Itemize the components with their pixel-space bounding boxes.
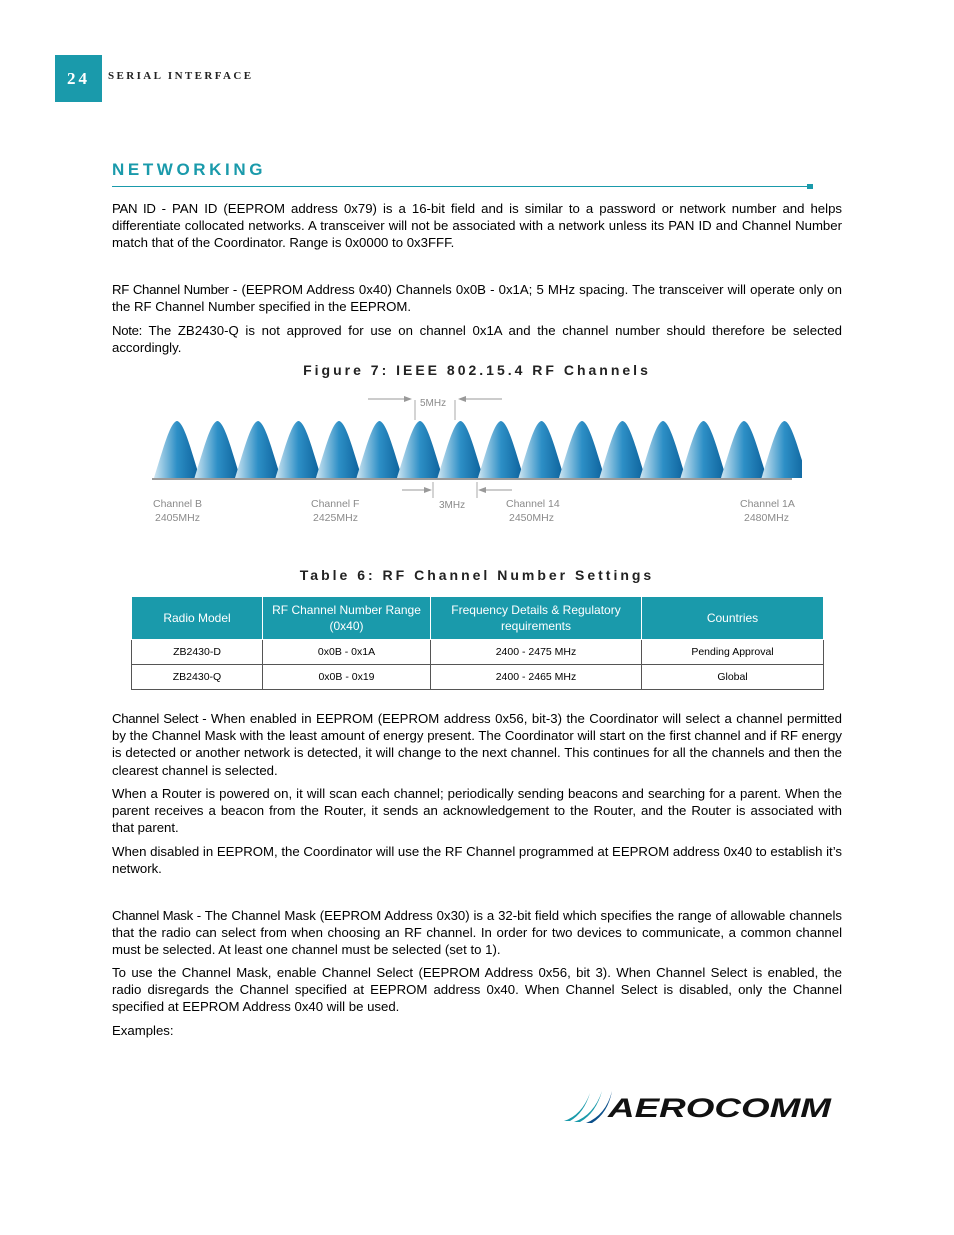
table-caption: Table 6: RF Channel Number Settings xyxy=(299,567,655,583)
pan-id-text: - PAN ID (EEPROM address 0x79) is a 16-bit field and is similar to a password or network number and helps differentiate collocated networks. A transceiver will not be associated with a network unless its PAN ID and Channel Number match that of the Coordinator. Range is 0x0000 to 0x3FFF. xyxy=(112,201,843,251)
aerocomm-logo xyxy=(560,1085,835,1127)
table-cell: ZB2430-Q xyxy=(132,665,263,690)
channel-lobe xyxy=(397,421,443,478)
channel-mask-paragraph xyxy=(112,907,842,959)
spacing-label: 5MHz xyxy=(420,398,447,409)
table-header-row xyxy=(132,597,824,640)
figure-caption: Figure 7: IEEE 802.15.4 RF Channels xyxy=(303,362,651,378)
page-number-box xyxy=(55,55,102,102)
channel-label-freq: 2405MHz xyxy=(155,512,200,524)
examples-label: Examples: xyxy=(112,1023,174,1038)
note-label: Note: xyxy=(112,323,143,338)
channel-mask-text: - The Channel Mask (EEPROM Address 0x30) is a 32-bit field which specifies the range of allowable channels that the radio can select from when choosing an RF channel. In order for two devices to communicate, a common channel must be selected. At least one channel must be selected (set to 1). xyxy=(112,908,842,958)
rf-channel-table xyxy=(131,596,824,690)
bandwidth-arrowhead-left xyxy=(424,487,432,493)
running-header: SERIAL INTERFACE xyxy=(108,70,254,82)
table-row xyxy=(132,640,824,665)
channel-label-freq: 2450MHz xyxy=(509,512,554,524)
rf-channels-figure xyxy=(150,390,802,528)
disabled-paragraph: When disabled in EEPROM, the Coordinator will use the RF Channel programmed at EEPROM address 0x40 to establish it’s network. xyxy=(112,844,842,877)
channel-label-freq: 2425MHz xyxy=(313,512,358,524)
rf-channel-text: - (EEPROM Address 0x40) Channels 0x0B - 0x1A; 5 MHz spacing. The transceiver will operate only on the RF Channel Number specified in the EEPROM. xyxy=(112,282,842,315)
column-header: Radio Model xyxy=(132,597,263,640)
table-cell: 0x0B - 0x19 xyxy=(263,665,431,690)
router-paragraph: When a Router is powered on, it will scan each channel; periodically sending beacons and searching for a parent. When the parent receives a beacon from the Router, it sends an acknowledgement to the Router, and the Router is associated with that parent. xyxy=(112,786,842,836)
channel-lobes xyxy=(154,421,802,478)
spacing-arrowhead-right xyxy=(458,396,466,402)
channel-lobe xyxy=(478,421,524,478)
channel-lobe xyxy=(195,421,241,478)
channel-label-name: Channel B xyxy=(153,498,203,510)
spacing-arrowhead-left xyxy=(404,396,412,402)
rf-channel-paragraph xyxy=(112,281,842,315)
bandwidth-label: 3MHz xyxy=(439,500,466,511)
heading-rule xyxy=(112,186,810,187)
channel-lobe xyxy=(600,421,646,478)
channel-lobe xyxy=(559,421,605,478)
channel-lobe xyxy=(681,421,727,478)
table-cell: 2400 - 2465 MHz xyxy=(431,665,642,690)
page-number: 24 xyxy=(67,68,90,88)
channel-lobe xyxy=(154,421,200,478)
note-paragraph xyxy=(112,322,842,356)
channel-mask-label: Channel Mask xyxy=(112,908,193,923)
column-header: Countries xyxy=(642,597,824,640)
heading-rule-end xyxy=(807,184,813,189)
channel-lobe xyxy=(640,421,686,478)
column-header: Frequency Details & Regulatory requirements xyxy=(431,597,642,640)
table-row xyxy=(132,665,824,690)
channel-select-text: When enabled in EEPROM (EEPROM address 0x56, bit-3) the Coordinator will select a channel permitted by the Channel Mask with the least amount of energy present. The Coordinator will start on the first channel and if RF energy is detected or another network is detected, it will change to the next channel. This continues for all the channels and then the clearest channel is selected. xyxy=(112,711,842,778)
channel-label-name: Channel 1A xyxy=(740,498,795,510)
note-text: The ZB2430-Q is not approved for use on channel 0x1A and the channel number should therefore be selected accordingly. xyxy=(112,323,842,356)
pan-id-label: PAN ID xyxy=(112,201,156,216)
channel-lobe xyxy=(519,421,565,478)
table-cell: Global xyxy=(642,665,824,690)
table-cell: ZB2430-D xyxy=(132,640,263,665)
logo-wordmark: AEROCOMM xyxy=(606,1093,832,1123)
channel-lobe xyxy=(316,421,362,478)
channel-lobe xyxy=(762,421,803,478)
channel-label-name: Channel 14 xyxy=(506,498,560,510)
channel-lobe xyxy=(276,421,322,478)
channel-label-name: Channel F xyxy=(311,498,360,510)
channel-lobe xyxy=(235,421,281,478)
table-cell: 0x0B - 0x1A xyxy=(263,640,431,665)
bandwidth-arrowhead-right xyxy=(478,487,486,493)
channel-lobe xyxy=(721,421,767,478)
channel-select-paragraph xyxy=(112,710,842,779)
channel-lobe xyxy=(357,421,403,478)
channel-lobe xyxy=(438,421,484,478)
channel-select-label: Channel Select - xyxy=(112,711,207,726)
rf-channel-label: RF Channel Number xyxy=(112,282,229,297)
channel-label-freq: 2480MHz xyxy=(744,512,789,524)
table-cell: Pending Approval xyxy=(642,640,824,665)
section-heading: NETWORKING xyxy=(112,160,267,179)
column-header: RF Channel Number Range (0x40) xyxy=(263,597,431,640)
mask-usage-paragraph: To use the Channel Mask, enable Channel Select (EEPROM Address 0x56, bit 3). When Channel Select is enabled, the radio disregards the Channel specified at EEPROM address 0x40. When Channel Select is disabled, only the Channel specified at EEPROM Address 0x40 will be used. xyxy=(112,965,842,1015)
pan-id-paragraph xyxy=(112,200,842,252)
table-cell: 2400 - 2475 MHz xyxy=(431,640,642,665)
